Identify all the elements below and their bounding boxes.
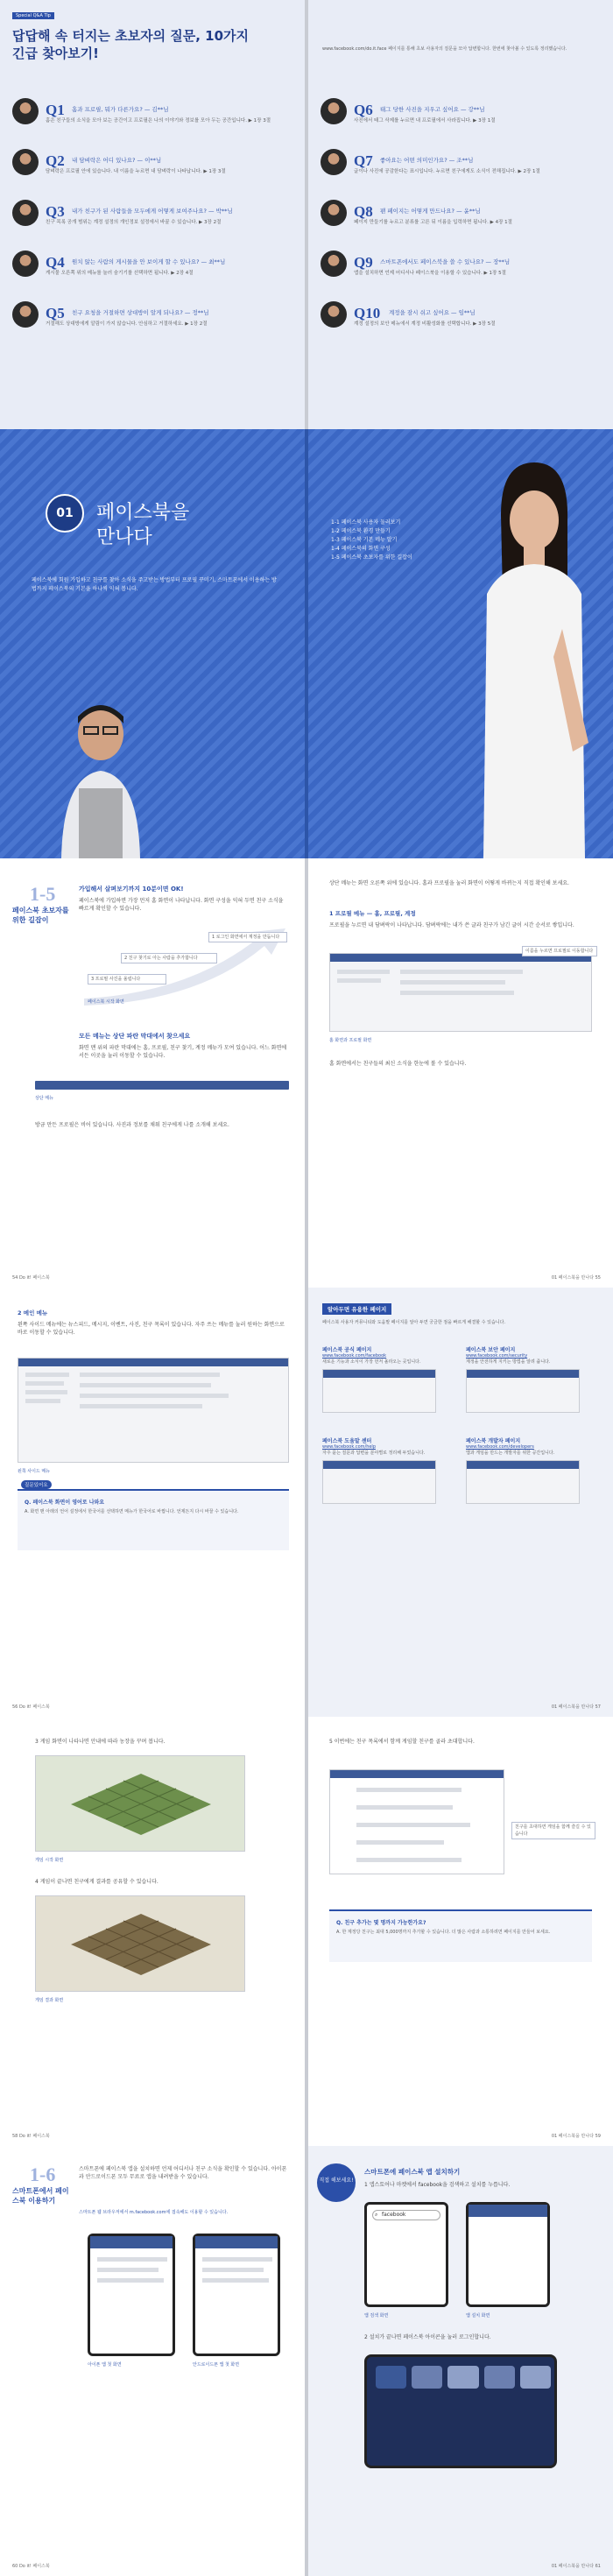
- game-right-page: [308, 1717, 613, 2146]
- install-phone: [466, 2202, 550, 2307]
- caption-b: 안드로이드폰 앱 첫 화면: [193, 2362, 240, 2368]
- app-header: [195, 2236, 278, 2248]
- right-callout: 이름을 누르면 프로필로 이동합니다: [522, 946, 597, 956]
- q7-label: Q7: [354, 152, 373, 169]
- q5-label: Q5: [46, 305, 65, 321]
- q8-avatar: [321, 200, 347, 226]
- q10-body: 계정 설정의 보안 메뉴에서 계정 비활성화를 선택합니다. ▶ 3장 5절: [354, 321, 496, 327]
- q9-title: 스마트폰에서도 페이스북을 쓸 수 있나요? — 장**님: [380, 258, 511, 265]
- useful-page-1: [322, 1345, 454, 1413]
- qa-spread: [0, 0, 613, 429]
- tip-question: Q. 페이스북 화면이 영어로 나와요: [25, 1500, 105, 1506]
- toc-item: 1-5 페이스북 초보자를 위한 길잡이: [331, 554, 412, 561]
- guide-spread: [0, 858, 613, 1288]
- phone-a: [88, 2234, 175, 2356]
- page-number-right: 01 페이스북을 만나다 57: [551, 1704, 601, 1710]
- app-header: [469, 2205, 547, 2217]
- tip-label: 질문있어요: [21, 1480, 52, 1489]
- guide-right-page: [308, 858, 613, 1288]
- game-spread: [0, 1717, 613, 2146]
- right-step-2: 2 설치가 끝나면 페이스북 아이콘을 눌러 로그인합니다.: [364, 2334, 491, 2340]
- section-tag: Special Q&A Tip: [12, 12, 54, 19]
- q7-body: 글이나 사진에 공감한다는 표시입니다. 누르면 친구에게도 소식이 전해집니다. ▶ 2장 1절: [354, 169, 540, 174]
- placeholder-line: [80, 1394, 229, 1398]
- facebook-top-bar: [467, 1370, 579, 1378]
- figure-caption: 페이스북 시작 화면: [88, 999, 124, 1005]
- placeholder-line: [400, 970, 523, 974]
- caption-r1: 앱 검색 화면: [364, 2313, 389, 2318]
- page-desc: 계정을 안전하게 지키는 방법을 알려 줍니다.: [466, 1359, 551, 1365]
- chapter-description: 페이스북에 회원 가입하고 친구를 찾아 소식을 주고받는 방법부터 프로필 꾸미기, 스마트폰에서 이용하는 방법까지 페이스북의 기본을 하나씩 익혀 봅니다.: [32, 577, 277, 592]
- sub-body: 화면 맨 위의 파란 막대에는 홈, 프로필, 친구 찾기, 계정 메뉴가 모여 있습니다. 어느 화면에서든 이곳을 눌러 이동할 수 있습니다.: [79, 1045, 287, 1059]
- app-header: [90, 2236, 173, 2248]
- app-icon[interactable]: [447, 2366, 478, 2389]
- q5-body: 거절해도 상대방에게 알림이 가지 않습니다. 안심하고 거절하세요. ▶ 1장 2절: [46, 321, 208, 327]
- q7-title: 좋아요는 어떤 의미인가요? — 조**님: [380, 157, 474, 164]
- placeholder-line: [356, 1788, 462, 1792]
- placeholder-line: [400, 991, 514, 995]
- placeholder-line: [356, 1823, 470, 1827]
- tip-answer: A. 화면 맨 아래의 언어 설정에서 한국어를 선택하면 메뉴가 한국어로 바뀝니다. 언제든지 다시 바꿀 수 있습니다.: [25, 1509, 239, 1514]
- page-number-left: 56 Do it! 페이스북: [12, 1704, 50, 1710]
- q6-label: Q6: [354, 102, 373, 118]
- caption-a: 아이폰 앱 첫 화면: [88, 2362, 122, 2368]
- q3-title: 내가 친구가 된 사람들을 모두에게 어떻게 보여주나요? — 박**님: [72, 208, 233, 215]
- app-icon[interactable]: [412, 2366, 442, 2389]
- step-4: 4 게임이 끝나면 친구에게 결과를 공유할 수 있습니다.: [35, 1879, 159, 1885]
- page-number-right: 01 페이스북을 만나다 55: [551, 1275, 601, 1281]
- caption-1: 게임 시작 화면: [35, 1858, 64, 1863]
- page-thumbnail: [322, 1369, 436, 1413]
- invite-callout: 친구를 초대하면 게임을 함께 즐길 수 있습니다: [511, 1822, 595, 1839]
- qa-title-line1: 답답해 속 터지는 초보자의 질문, 10가지: [12, 28, 250, 44]
- page-number-right: 01 페이스북을 만나다 59: [551, 2134, 601, 2139]
- try-badge: 직접 해보세요!: [317, 2163, 356, 2202]
- subheading: 모든 메뉴는 상단 파란 막대에서 찾으세요: [79, 1033, 191, 1040]
- chapter-title-line1: 페이스북을: [96, 502, 190, 524]
- page-number-left: 54 Do it! 페이스북: [12, 1275, 50, 1281]
- lead-body: 페이스북에 가입하면 가장 먼저 홈 화면이 나타납니다. 화면 구성을 익혀 두면 친구 소식을 빠르게 확인할 수 있습니다.: [79, 898, 284, 912]
- search-field[interactable]: [372, 2210, 440, 2220]
- q8-label: Q8: [354, 203, 373, 220]
- q10-label: Q10: [354, 305, 381, 321]
- useful-page-4: [466, 1436, 597, 1504]
- page-desc: 앱과 게임을 만드는 개발자를 위한 공간입니다.: [466, 1450, 555, 1456]
- placeholder-line: [25, 1390, 67, 1394]
- q5-avatar: [12, 301, 39, 328]
- caption-2: 게임 결과 화면: [35, 1998, 64, 2003]
- q3-avatar: [12, 200, 39, 226]
- q7-avatar: [321, 149, 347, 175]
- toc-item: 1-4 페이스북의 화면 구성: [331, 546, 391, 552]
- useful-page-2: [322, 1436, 454, 1504]
- man-photo: [53, 692, 149, 858]
- page-desc: 새로운 기능과 소식이 가장 먼저 올라오는 곳입니다.: [322, 1359, 421, 1365]
- q1-label: Q1: [46, 102, 65, 118]
- lead-heading: 가입해서 살펴보기까지 10분이면 OK!: [79, 886, 184, 893]
- guide-left-page: [0, 858, 305, 1288]
- placeholder-line: [80, 1373, 220, 1377]
- q4-body: 게시물 오른쪽 위의 메뉴를 눌러 숨기기를 선택하면 됩니다. ▶ 2장 4절: [46, 271, 194, 276]
- step-5: 5 이번에는 친구 목록에서 함께 게임할 친구를 골라 초대합니다.: [329, 1739, 475, 1745]
- q6-title: 태그 당한 사진을 지우고 싶어요 — 강**님: [380, 106, 485, 113]
- placeholder-line: [25, 1381, 64, 1386]
- mobile-note: 스마트폰 웹 브라우저에서 m.facebook.com에 접속해도 이용할 수 있습니다.: [79, 2210, 229, 2215]
- friend-list-screenshot: [329, 1769, 504, 1874]
- page-thumbnail: [322, 1460, 436, 1504]
- q8-title: 팬 페이지는 어떻게 만드나요? — 윤**님: [380, 208, 481, 215]
- home-phone: [364, 2354, 557, 2468]
- app-grid: [376, 2366, 551, 2389]
- q8-body: 페이지 만들기를 누르고 분류를 고른 뒤 이름을 입력하면 됩니다. ▶ 4장 1절: [354, 220, 512, 225]
- farm-grid: [36, 1896, 246, 1993]
- facebook-top-bar: [18, 1359, 288, 1366]
- placeholder-line: [80, 1383, 211, 1387]
- tip-question: Q. 친구 추가는 몇 명까지 가능한가요?: [336, 1920, 426, 1926]
- farm-grid: [36, 1756, 246, 1853]
- caption-r2: 앱 설치 화면: [466, 2313, 490, 2318]
- placeholder-line: [356, 1805, 453, 1810]
- tip-answer: A. 한 계정당 친구는 최대 5,000명까지 추가할 수 있습니다. 더 많은 사람과 소통하려면 페이지를 만들어 보세요.: [336, 1930, 551, 1935]
- toc-item: 1-3 페이스북 기본 메뉴 알기: [331, 537, 398, 543]
- qa-intro: www.facebook.com/do.it.face 페이지를 통해 초보 사용자의 질문을 모아 답변합니다. 한번에 찾아볼 수 있도록 정리했습니다.: [322, 46, 567, 52]
- home-screenshot: [329, 953, 592, 1032]
- facebook-top-bar: [330, 1770, 504, 1778]
- placeholder-line: [400, 980, 505, 985]
- chapter-spread: [0, 429, 613, 858]
- bottom-body: 방금 만든 프로필은 비어 있습니다. 사진과 정보를 채워 친구에게 나를 소개해 보세요.: [35, 1122, 229, 1128]
- q1-body: 홈은 친구들의 소식을 모아 보는 공간이고 프로필은 나의 이야기와 정보를 모아 두는 공간입니다. ▶ 1장 3절: [46, 118, 271, 124]
- left-body: 왼쪽 사이드 메뉴에는 뉴스피드, 메시지, 이벤트, 사진, 친구 목록이 있습니다. 자주 쓰는 메뉴를 눌러 원하는 화면으로 바로 이동할 수 있습니다.: [18, 1322, 285, 1336]
- placeholder-line: [25, 1373, 69, 1377]
- mobile-left-page: [0, 2146, 305, 2576]
- menu-bar-caption: 상단 메뉴: [35, 1096, 53, 1101]
- right-caption: 홈 화면과 프로필 화면: [329, 1038, 372, 1043]
- page-number-left: 60 Do it! 페이스북: [12, 2564, 50, 2569]
- qa-title-line2: 긴급 찾아보기!: [12, 46, 100, 61]
- callout-1: 1 로그인 화면에서 계정을 만듭니다: [208, 932, 287, 942]
- phone-b: [193, 2234, 280, 2356]
- pages-right-page: [308, 1288, 613, 1717]
- page-title: 페이스북 보안 페이지: [466, 1347, 516, 1353]
- app-icon[interactable]: [484, 2366, 515, 2389]
- tip-box: [329, 1909, 592, 1962]
- right-heading: 1 프로필 메뉴 — 홈, 프로필, 계정: [329, 910, 416, 917]
- page-thumbnail: [466, 1460, 580, 1504]
- sidebar-screenshot: [18, 1358, 289, 1463]
- placeholder-line: [202, 2278, 269, 2283]
- q9-label: Q9: [354, 254, 373, 271]
- toc-item: 1-1 페이스북 사용자 둘러보기: [331, 519, 401, 526]
- q2-label: Q2: [46, 152, 65, 169]
- facebook-top-bar: [323, 1370, 435, 1378]
- left-heading: 2 메인 메뉴: [18, 1309, 48, 1316]
- q1-title: 홈과 프로필, 뭐가 다른가요? — 김**님: [72, 106, 169, 113]
- placeholder-line: [202, 2257, 272, 2262]
- q9-body: 앱을 설치하면 언제 어디서나 페이스북을 이용할 수 있습니다. ▶ 1장 5절: [354, 271, 506, 276]
- q4-label: Q4: [46, 254, 65, 271]
- right-bottom: 홈 화면에서는 친구들의 최신 소식을 한눈에 볼 수 있습니다.: [329, 1061, 467, 1067]
- right-body-2: 프로필을 누르면 내 담벼락이 나타납니다. 담벼락에는 내가 쓴 글과 친구가 남긴 글이 시간 순서로 쌓입니다.: [329, 922, 574, 928]
- q2-avatar: [12, 149, 39, 175]
- game-screenshot-1: [35, 1755, 245, 1852]
- pages-left-page: [0, 1288, 305, 1717]
- callout-2: 2 친구 찾기로 아는 사람을 추가합니다: [121, 953, 217, 963]
- page-number-right: 01 페이스북을 만나다 61: [551, 2564, 601, 2569]
- chapter-right-page: [308, 429, 613, 858]
- callout-3: 3 프로필 사진을 올립니다: [88, 974, 166, 985]
- step-3: 3 게임 화면이 나타나면 안내에 따라 농장을 꾸며 봅니다.: [35, 1739, 166, 1745]
- chapter-badge: [46, 494, 84, 533]
- qa-left-page: [0, 0, 305, 429]
- q3-label: Q3: [46, 203, 65, 220]
- search-phone: [364, 2202, 448, 2307]
- q10-avatar: [321, 301, 347, 328]
- game-screenshot-2: [35, 1895, 245, 1992]
- q5-title: 친구 요청을 거절하면 상대방이 알게 되나요? — 정**님: [72, 309, 209, 316]
- chapter-title-line2: 만나다: [96, 526, 152, 548]
- right-step-1: 1 앱스토어나 마켓에서 facebook을 검색하고 설치를 누릅니다.: [364, 2182, 511, 2188]
- menu-bar-figure: [35, 1081, 289, 1090]
- right-badge: 알아두면 유용한 페이지: [322, 1303, 391, 1315]
- game-left-page: [0, 1717, 305, 2146]
- mobile-body: 스마트폰에 페이스북 앱을 설치하면 언제 어디서나 친구 소식을 확인할 수 있습니다. 아이폰과 안드로이드폰 모두 무료로 앱을 내려받을 수 있습니다.: [79, 2166, 287, 2180]
- q4-title: 원치 않는 사람의 게시물을 안 보이게 할 수 있나요? — 최**님: [72, 258, 226, 265]
- page-desc: 자주 묻는 질문과 답변을 분야별로 정리해 두었습니다.: [322, 1450, 426, 1456]
- figure-caption: 왼쪽 사이드 메뉴: [18, 1469, 50, 1474]
- page-url[interactable]: www.facebook.com/developers: [466, 1444, 534, 1450]
- facebook-top-bar: [467, 1461, 579, 1469]
- q6-avatar: [321, 98, 347, 124]
- section-number: 1-6: [30, 2163, 56, 2185]
- q9-avatar: [321, 251, 347, 277]
- placeholder-line: [202, 2268, 264, 2272]
- section-title: 스마트폰에서 페이스북 이용하기: [12, 2187, 69, 2205]
- chapter-number: 01: [56, 506, 74, 520]
- q2-title: 내 담벼락은 어디 있나요? — 이**님: [72, 157, 162, 164]
- chapter-toc: [331, 519, 412, 562]
- q2-body: 담벼락은 프로필 안에 있습니다. 내 이름을 누르면 내 담벼락이 나타납니다. ▶ 1장 3절: [46, 169, 226, 174]
- placeholder-line: [97, 2268, 159, 2272]
- q1-avatar: [12, 98, 39, 124]
- q3-body: 친구 목록 공개 범위는 계정 설정의 개인정보 설정에서 바꿀 수 있습니다. ▶ 3장 2절: [46, 220, 222, 225]
- right-heading: 스마트폰에 페이스북 앱 설치하기: [364, 2168, 461, 2176]
- page-url[interactable]: www.facebook.com/help: [322, 1444, 376, 1450]
- search-term: facebook: [382, 2212, 406, 2218]
- placeholder-line: [337, 978, 381, 983]
- page-title: 페이스북 공식 페이지: [322, 1347, 372, 1353]
- pages-spread: [0, 1288, 613, 1717]
- facebook-top-bar: [323, 1461, 435, 1469]
- toc-item: 1-2 페이스북 환경 만들기: [331, 528, 391, 534]
- section-title: 페이스북 초보자를 위한 길잡이: [12, 907, 69, 924]
- right-body: 상단 메뉴는 화면 오른쪽 위에 있습니다. 홈과 프로필을 눌러 화면이 어떻게 바뀌는지 직접 확인해 보세요.: [329, 880, 569, 886]
- page-thumbnail: [466, 1369, 580, 1413]
- placeholder-line: [97, 2257, 167, 2262]
- tip-box: [18, 1483, 289, 1550]
- placeholder-line: [337, 970, 390, 974]
- qa-right-page: [308, 0, 613, 429]
- mobile-spread: [0, 2146, 613, 2576]
- placeholder-line: [97, 2278, 164, 2283]
- woman-photo: [466, 454, 597, 858]
- placeholder-line: [25, 1399, 60, 1403]
- page-title: 페이스북 도움말 센터: [322, 1438, 372, 1444]
- useful-page-3: [466, 1345, 597, 1413]
- placeholder-line: [356, 1840, 444, 1845]
- chapter-left-page: [0, 429, 305, 858]
- app-icon[interactable]: [520, 2366, 551, 2389]
- mobile-right-page: [308, 2146, 613, 2576]
- app-icon[interactable]: [376, 2366, 406, 2389]
- search-icon: ⌕: [375, 2212, 378, 2218]
- right-intro: 페이스북 사용자 커뮤니티와 도움말 페이지를 알아 두면 궁금한 점을 빠르게 해결할 수 있습니다.: [322, 1320, 506, 1325]
- q10-title: 계정을 잠시 쉬고 싶어요 — 임**님: [389, 309, 476, 316]
- page-number-left: 58 Do it! 페이스북: [12, 2134, 50, 2139]
- q4-avatar: [12, 251, 39, 277]
- q6-body: 사진에서 태그 삭제를 누르면 내 프로필에서 사라집니다. ▶ 3장 1절: [354, 118, 496, 124]
- section-number: 1-5: [30, 883, 56, 905]
- page-title: 페이스북 개발자 페이지: [466, 1438, 521, 1444]
- page-url[interactable]: www.facebook.com/security: [466, 1353, 528, 1359]
- placeholder-line: [80, 1404, 202, 1408]
- placeholder-line: [356, 1858, 462, 1862]
- page-url[interactable]: www.facebook.com/facebook: [322, 1353, 387, 1359]
